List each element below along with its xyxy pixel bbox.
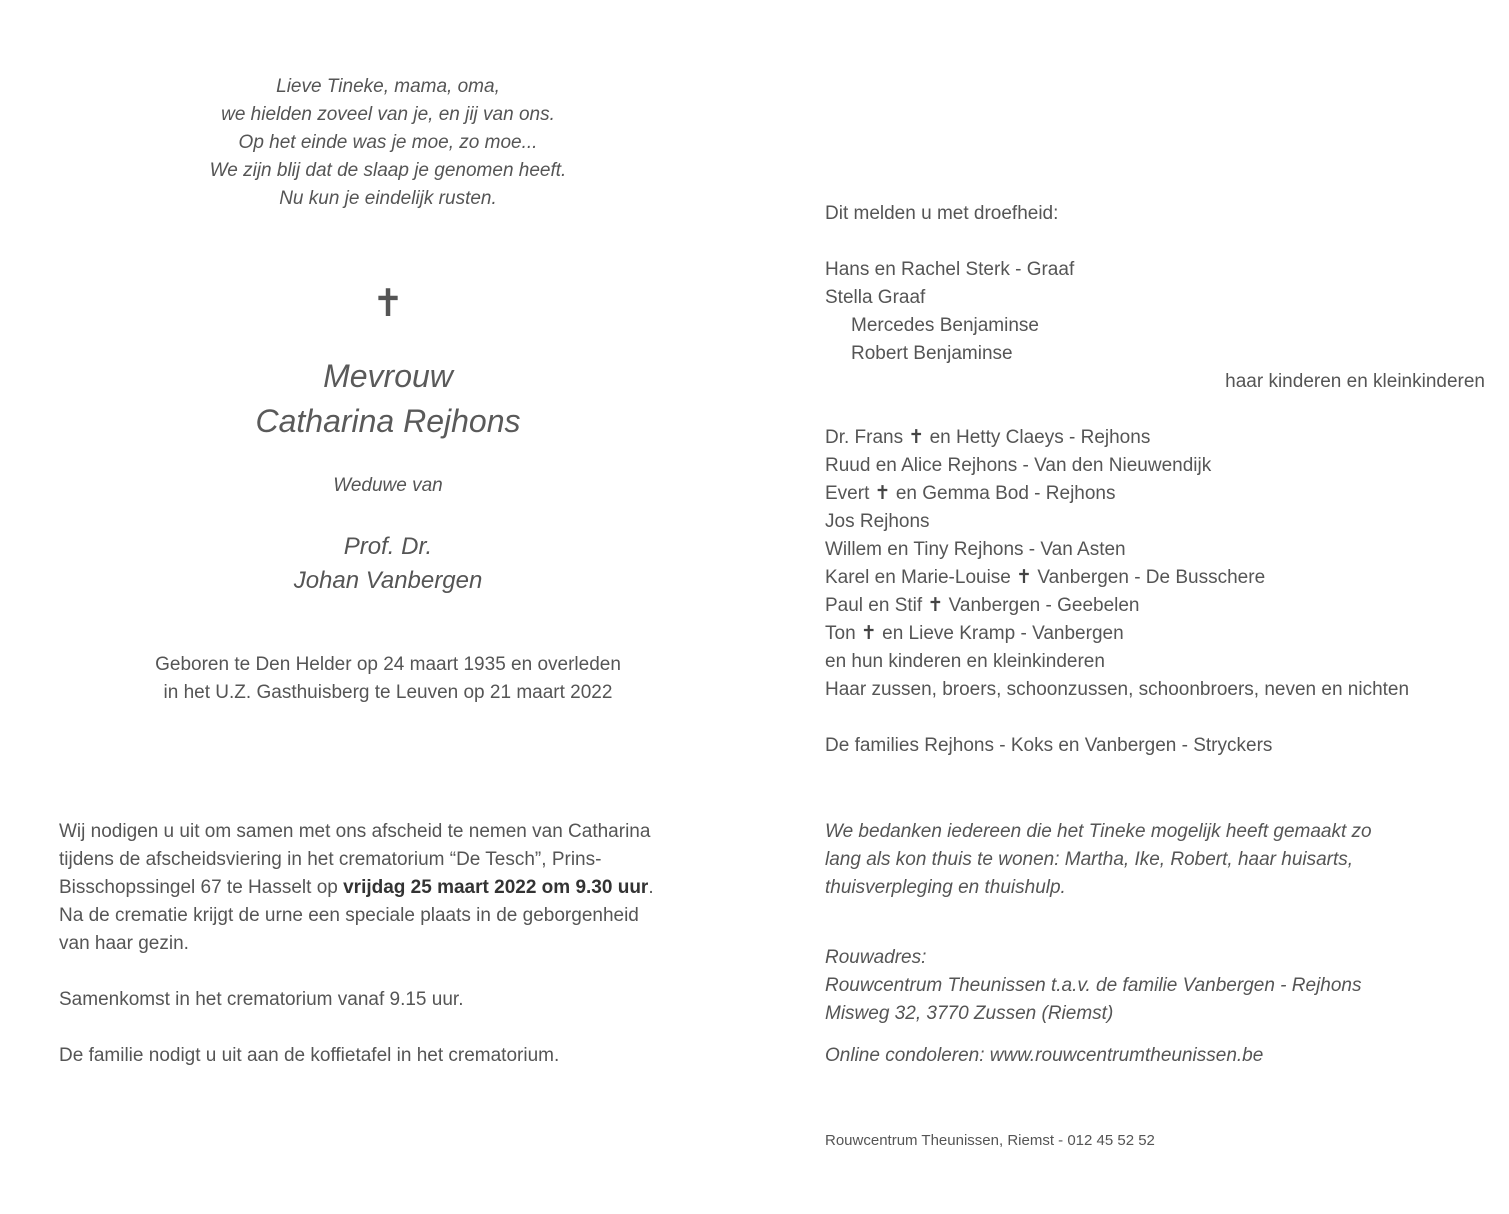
grandchild-entry: Mercedes Benjaminse xyxy=(851,315,1039,336)
right-column xyxy=(825,0,1485,1214)
sibling-text: en Gemma Bod - Rejhons xyxy=(890,483,1116,504)
address-label: Rouwadres: xyxy=(825,947,927,968)
poem-line: Nu kun je eindelijk rusten. xyxy=(279,188,497,209)
sibling-text: Haar zussen, broers, schoonzussen, schoonbroers, neven en nichten xyxy=(825,679,1410,700)
sibling-text: Paul en Stif xyxy=(825,595,928,616)
sibling-text: Vanbergen - De Busschere xyxy=(1032,567,1266,588)
mourning-address xyxy=(825,944,1485,1028)
child-entry: Stella Graaf xyxy=(825,287,926,308)
sibling-entry xyxy=(825,508,1485,536)
ceremony-date: vrijdag 25 maart 2022 om 9.30 uur xyxy=(343,877,649,898)
siblings-list xyxy=(825,424,1485,704)
sibling-text: Dr. Frans xyxy=(825,427,909,448)
spouse-block xyxy=(0,530,776,598)
thanks-line: thuisverpleging en thuishulp. xyxy=(825,877,1066,898)
birth-line: Geboren te Den Helder op 24 maart 1935 en overleden xyxy=(155,654,621,675)
mourners-block xyxy=(825,200,1485,760)
thanks-line: lang als kon thuis te wonen: Martha, Ike, Robert, haar huisarts, xyxy=(825,849,1354,870)
sibling-entry xyxy=(825,620,1485,648)
sibling-entry xyxy=(825,592,1485,620)
sibling-text: Ton xyxy=(825,623,861,644)
poem-line: Op het einde was je moe, zo moe... xyxy=(238,132,538,153)
cross-icon: ✝ xyxy=(1016,567,1033,588)
cross-icon: ✝ xyxy=(927,595,944,616)
invitation-line xyxy=(59,874,739,902)
cross-icon: ✝ xyxy=(908,427,925,448)
widow-label: Weduwe van xyxy=(333,475,443,496)
children-caption: haar kinderen en kleinkinderen xyxy=(1225,371,1485,392)
sibling-text: Evert xyxy=(825,483,875,504)
sibling-text: Ruud en Alice Rejhons - Van den Nieuwendijk xyxy=(825,455,1212,476)
child-entry: Hans en Rachel Sterk - Graaf xyxy=(825,259,1075,280)
deceased-title: Mevrouw xyxy=(323,358,453,394)
grandchild-entry: Robert Benjaminse xyxy=(851,343,1013,364)
cross-icon: ✝ xyxy=(860,623,877,644)
spouse-title: Prof. Dr. xyxy=(343,533,433,560)
families-entry: De families Rejhons - Koks en Vanbergen - Stryckers xyxy=(825,735,1273,756)
sibling-text: Jos Rejhons xyxy=(825,511,930,532)
sibling-entry xyxy=(825,648,1485,676)
sibling-entry xyxy=(825,536,1485,564)
invitation-block xyxy=(59,818,739,1070)
birth-death-info xyxy=(0,651,776,707)
invitation-text: . xyxy=(648,877,654,898)
coffee-info: De familie nodigt u uit aan de koffietafel in het crematorium. xyxy=(59,1045,560,1066)
cross-icon: ✝ xyxy=(372,283,404,325)
funeral-home-footer: Rouwcentrum Theunissen, Riemst - 012 45 52 52 xyxy=(825,1132,1155,1149)
address-line: Misweg 32, 3770 Zussen (Riemst) xyxy=(825,1003,1114,1024)
sibling-entry xyxy=(825,676,1485,704)
sibling-text: Karel en Marie-Louise xyxy=(825,567,1017,588)
thanks-line: We bedanken iedereen die het Tineke mogelijk heeft gemaakt zo xyxy=(825,821,1372,842)
deceased-name-block xyxy=(0,354,776,444)
sibling-entry xyxy=(825,424,1485,452)
invitation-line: Wij nodigen u uit om samen met ons afscheid te nemen van Catharina xyxy=(59,821,651,842)
address-line: Rouwcentrum Theunissen t.a.v. de familie Vanbergen - Rejhons xyxy=(825,975,1362,996)
poem-line: Lieve Tineke, mama, oma, xyxy=(276,76,500,97)
spouse-name: Johan Vanbergen xyxy=(293,567,483,594)
gathering-info: Samenkomst in het crematorium vanaf 9.15 uur. xyxy=(59,989,464,1010)
sibling-entry xyxy=(825,564,1485,592)
poem-line: We zijn blij dat de slaap je genomen heeft. xyxy=(209,160,567,181)
sibling-text: Vanbergen - Geebelen xyxy=(943,595,1140,616)
sibling-text: en Hetty Claeys - Rejhons xyxy=(924,427,1151,448)
deceased-name: Catharina Rejhons xyxy=(255,403,521,439)
invitation-line: Na de crematie krijgt de urne een speciale plaats in de geborgenheid xyxy=(59,905,639,926)
death-line: in het U.Z. Gasthuisberg te Leuven op 21 maart 2022 xyxy=(163,682,613,703)
poem xyxy=(0,73,776,213)
sibling-text: en Lieve Kramp - Vanbergen xyxy=(876,623,1124,644)
sibling-entry xyxy=(825,480,1485,508)
cross-icon: ✝ xyxy=(874,483,891,504)
poem-line: we hielden zoveel van je, en jij van ons. xyxy=(221,104,555,125)
online-condolence: Online condoleren: www.rouwcentrumtheunissen.be xyxy=(825,1045,1264,1066)
sibling-text: Willem en Tiny Rejhons - Van Asten xyxy=(825,539,1126,560)
invitation-line: tijdens de afscheidsviering in het crematorium “De Tesch”, Prins- xyxy=(59,849,602,870)
thanks-block xyxy=(825,818,1485,902)
sibling-entry xyxy=(825,452,1485,480)
invitation-line: van haar gezin. xyxy=(59,933,189,954)
invitation-text: Bisschopssingel 67 te Hasselt op xyxy=(59,877,344,898)
sibling-text: en hun kinderen en kleinkinderen xyxy=(825,651,1105,672)
mourners-intro: Dit melden u met droefheid: xyxy=(825,203,1059,224)
